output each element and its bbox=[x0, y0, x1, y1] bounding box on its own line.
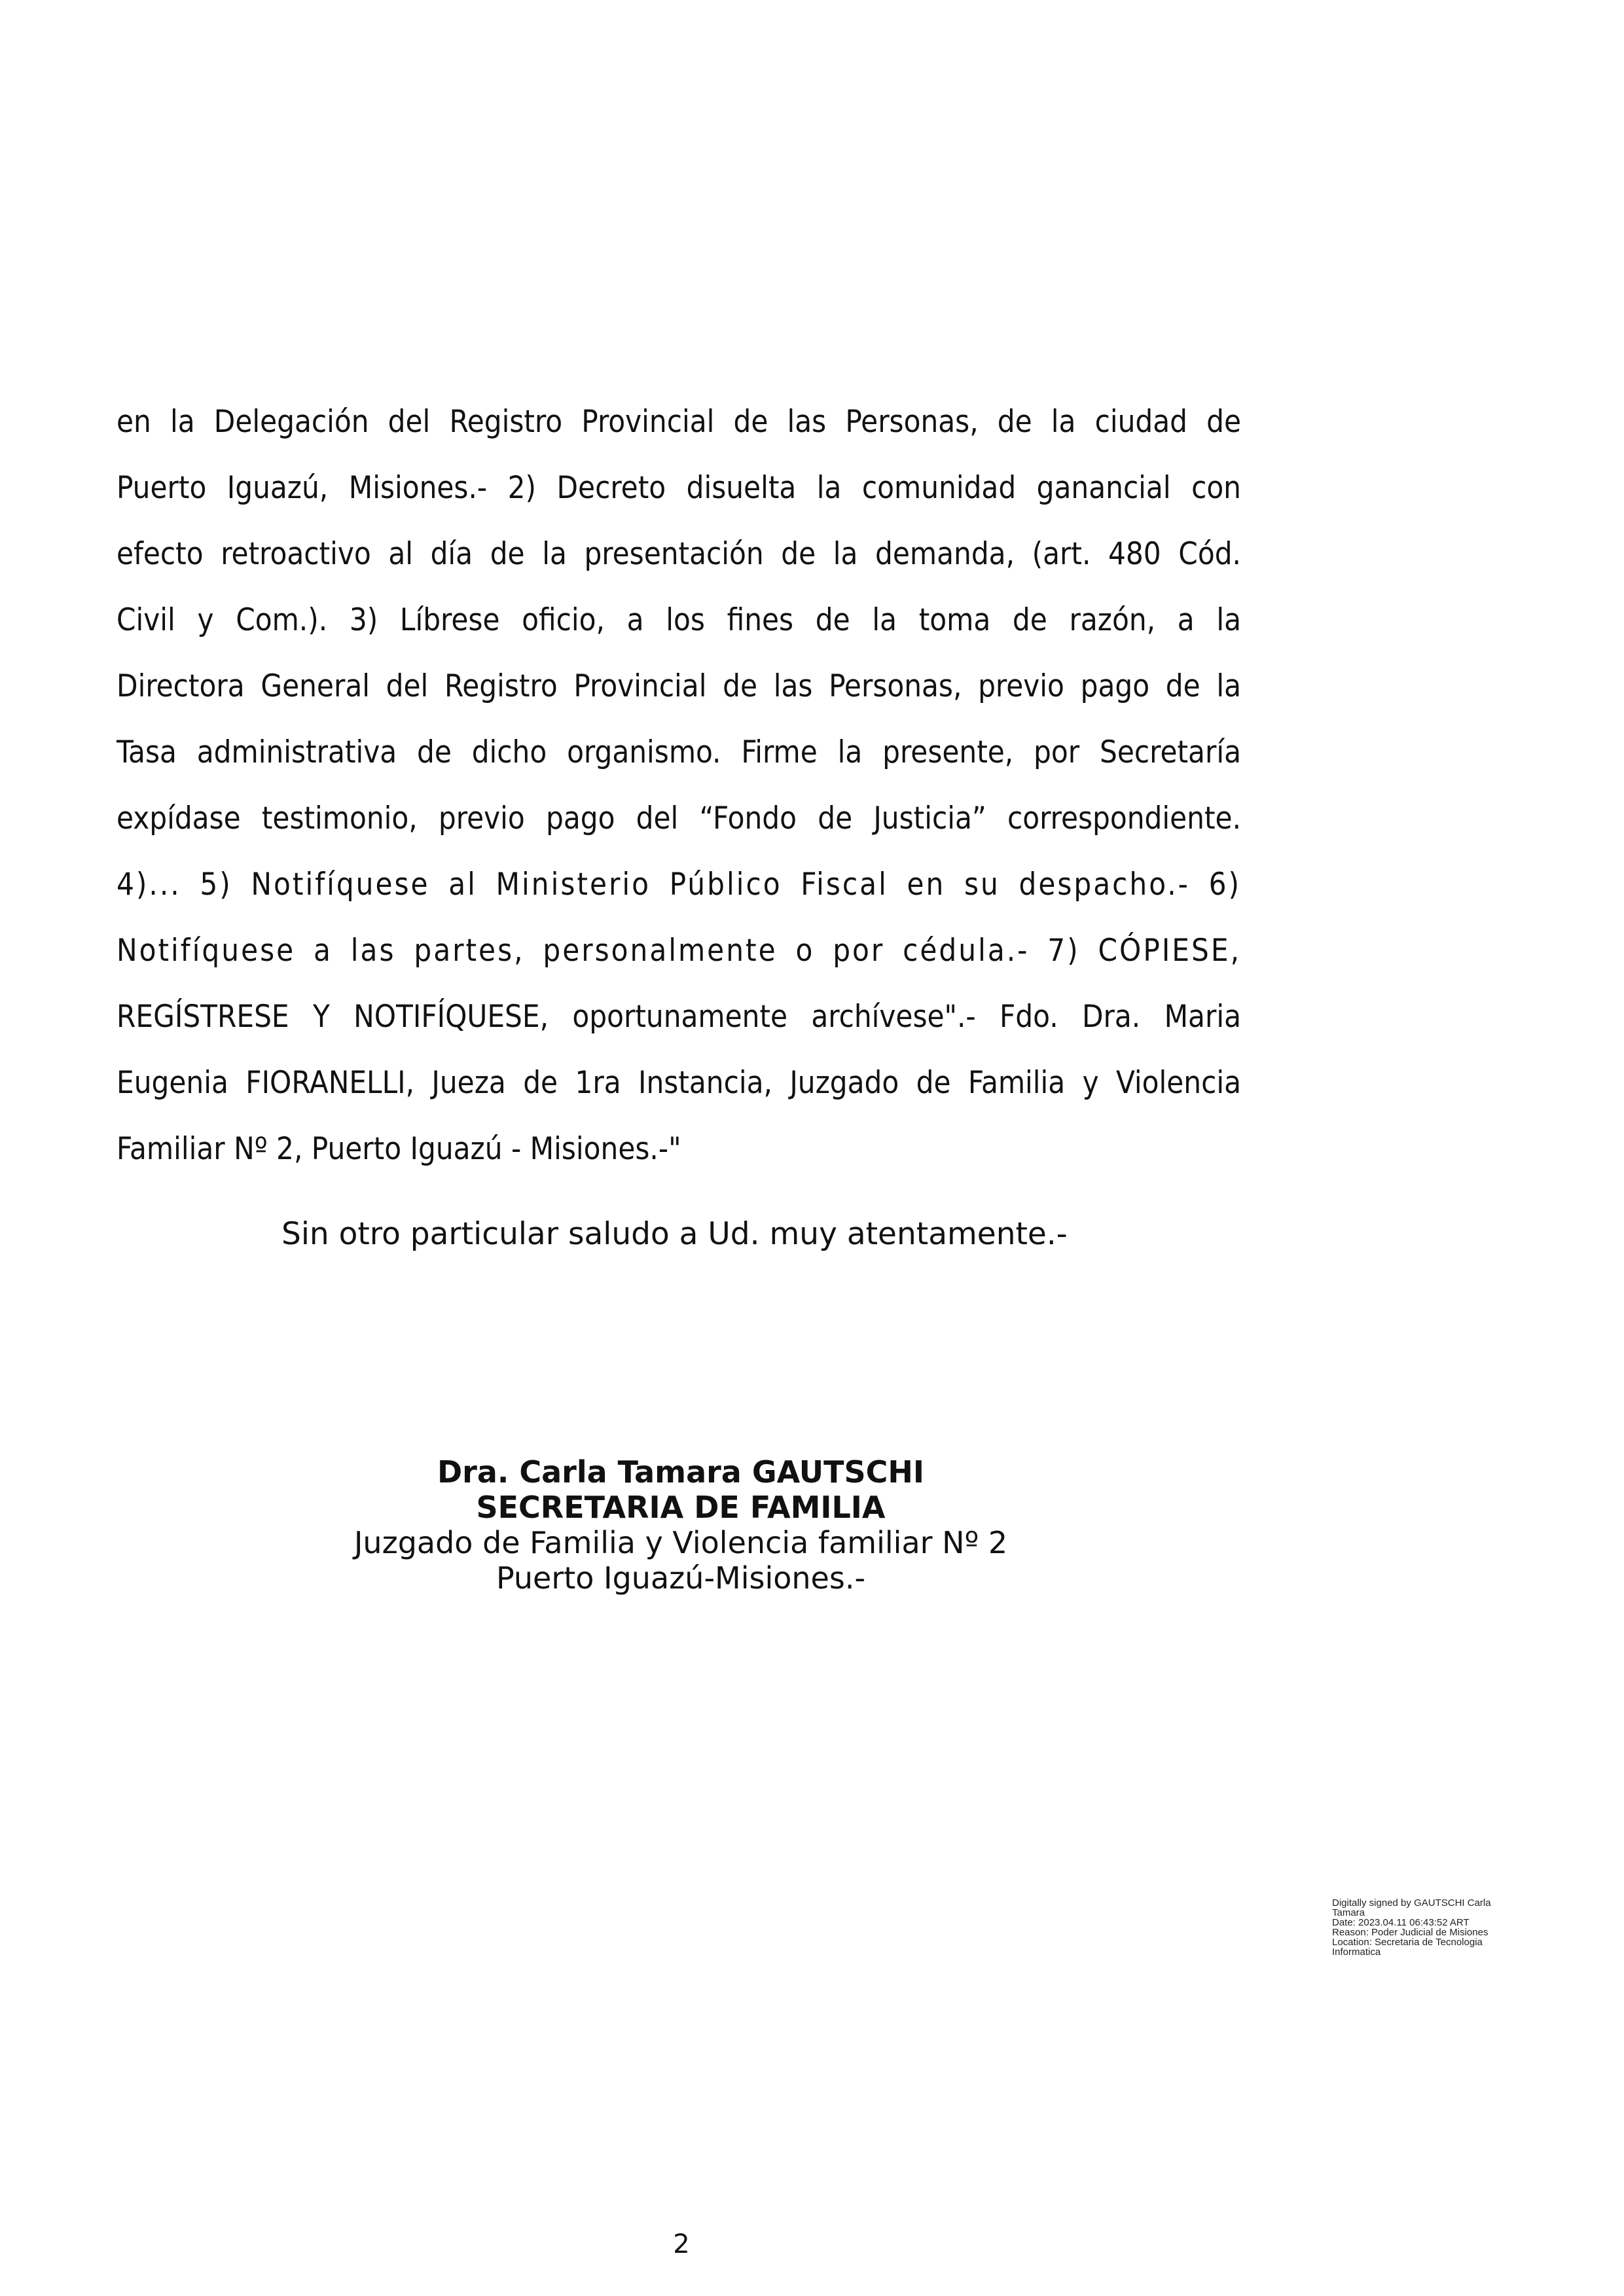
digital-signature-line: Digitally signed by GAUTSCHI Carla bbox=[1332, 1897, 1491, 1909]
signer-name: Dra. Carla Tamara GAUTSCHI bbox=[437, 1454, 925, 1490]
body-line: Familiar Nº 2, Puerto Iguazú - Misiones.-" bbox=[117, 1131, 681, 1167]
body-line: en la Delegación del Registro Provincial de las Personas, de la ciudad de bbox=[117, 404, 1241, 440]
digital-signature-line: Informatica bbox=[1332, 1946, 1381, 1958]
body-line: REGÍSTRESE Y NOTIFÍQUESE, oportunamente archívese".- Fdo. Dra. Maria bbox=[117, 999, 1241, 1035]
body-line: Directora General del Registro Provincial de las Personas, previo pago de la bbox=[117, 668, 1241, 704]
digital-signature-line: Location: Secretaria de Tecnologia bbox=[1332, 1937, 1483, 1948]
signature-block bbox=[288, 1454, 1074, 1596]
page-number: 2 bbox=[673, 2229, 690, 2259]
body-line: efecto retroactivo al día de la presentación de la demanda, (art. 480 Cód. bbox=[117, 536, 1241, 572]
body-line: Notifíquese a las partes, personalmente o por cédula.- 7) CÓPIESE, bbox=[117, 933, 1241, 969]
digital-signature-line: Reason: Poder Judicial de Misiones bbox=[1332, 1927, 1489, 1938]
digital-signature-stamp bbox=[1332, 1898, 1528, 1957]
signer-court: Juzgado de Familia y Violencia familiar Nº 2 bbox=[353, 1525, 1008, 1560]
signer-title: SECRETARIA DE FAMILIA bbox=[476, 1490, 886, 1525]
body-line: Eugenia FIORANELLI, Jueza de 1ra Instancia, Juzgado de Familia y Violencia bbox=[117, 1065, 1241, 1101]
body-line: expídase testimonio, previo pago del “Fondo de Justicia” correspondiente. bbox=[117, 800, 1241, 836]
body-line: Puerto Iguazú, Misiones.- 2) Decreto disuelta la comunidad ganancial con bbox=[117, 470, 1241, 506]
body-paragraph bbox=[117, 396, 1241, 1189]
closing-salutation: Sin otro particular saludo a Ud. muy atentamente.- bbox=[281, 1216, 1068, 1252]
signer-location: Puerto Iguazú-Misiones.- bbox=[496, 1560, 866, 1596]
body-line: Tasa administrativa de dicho organismo. Firme la presente, por Secretaría bbox=[117, 734, 1241, 770]
digital-signature-line: Tamara bbox=[1332, 1907, 1365, 1918]
digital-signature-line: Date: 2023.04.11 06:43:52 ART bbox=[1332, 1917, 1470, 1928]
body-line: 4)... 5) Notifíquese al Ministerio Público Fiscal en su despacho.- 6) bbox=[117, 867, 1241, 903]
body-line: Civil y Com.). 3) Líbrese oficio, a los fines de la toma de razón, a la bbox=[117, 602, 1241, 638]
